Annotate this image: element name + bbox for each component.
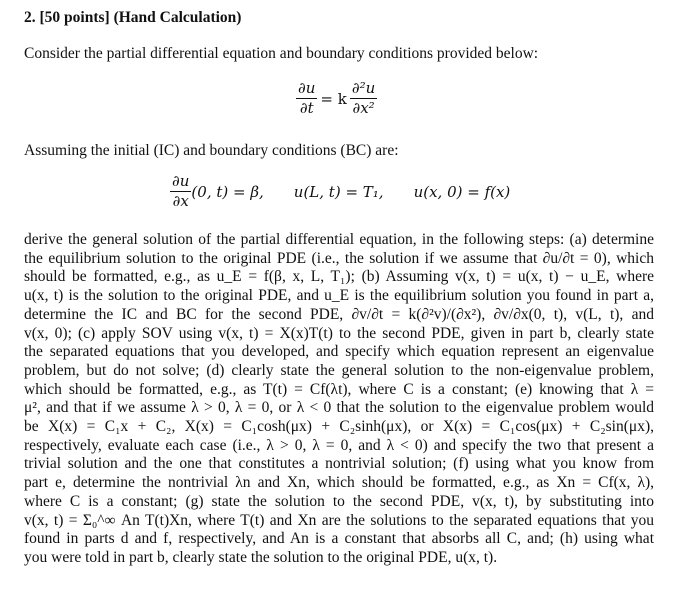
paragraph-line: u(x, t) is the solution to the original PDE, and u_E is the equilibrium solution you found in part a,	[24, 287, 654, 305]
paragraph-line: v(x, t) = Σ₀^∞ An T(t)Xn, where T(t) and Xn are the solutions to the separated equations that you	[24, 511, 654, 529]
pde-rhs-denominator: ∂x²	[352, 99, 375, 118]
paragraph-line: you were told in part b, clearly state the solution to the original PDE, u(x, t).	[24, 548, 498, 566]
paragraph-line: problem, but do not solve; (d) clearly state the general solution to the non-eigenvalue problem,	[24, 361, 654, 379]
paragraph-line: the equilibrium solution to the original PDE (i.e., the solution if we assume that ∂u/∂t = 0), which	[24, 249, 654, 267]
paragraph-line: should be formatted, e.g., as u_E = f(β, x, L, T₁); (b) Assuming v(x, t) = u(x, t) − u_E, where	[24, 268, 654, 286]
conditions-intro: Assuming the initial (IC) and boundary conditions (BC) are:	[24, 142, 399, 159]
pde-rhs-numerator: ∂²u	[350, 80, 377, 99]
paragraph-line: which should be formatted, e.g., as T(t) = Cf(λt), where C is a constant; (e) knowing that λ =	[24, 380, 654, 398]
pde-lhs-fraction	[296, 80, 317, 118]
bc1-fraction	[170, 173, 191, 211]
paragraph-line: the separated equations that you developed, and specify which equation represent an eigenvalue	[24, 343, 654, 361]
paragraph-line: respectively, evaluate each case (i.e., λ > 0, λ = 0, and λ < 0) and specify the two that present a	[24, 436, 654, 454]
paragraph-line: be X(x) = C₁x + C₂, X(x) = C₁cosh(μx) + C₂sinh(μx), or X(x) = C₁cos(μx) + C₂sin(μx),	[24, 418, 654, 436]
paragraph-line: μ², and that if we assume λ > 0, λ = 0, or λ < 0 that the solution to the eigenvalue problem would	[24, 399, 654, 417]
paragraph-line: v(x, 0); (c) apply SOV using v(x, t) = X(x)T(t) to the second PDE, given in part b, clearly state	[24, 324, 654, 342]
initial-condition: u(x, 0) = f(x)	[413, 182, 511, 201]
paragraph-line: where C is a constant; (g) state the solution to the second PDE, v(x, t), by substituting into	[24, 492, 654, 510]
pde-lhs-numerator: ∂u	[296, 80, 317, 99]
bc1-denominator: ∂x	[172, 192, 189, 211]
pde-equals: = k	[320, 89, 347, 108]
pde-lhs-denominator: ∂t	[299, 99, 314, 118]
paragraph-line: part e, determine the nontrivial λn and Xn, which should be formatted, e.g., as Xn = Cf(x, λ),	[24, 474, 654, 492]
pde-equation	[296, 80, 377, 118]
paragraph-line: derive the general solution of the partial differential equation, in the following steps: (a) determine	[24, 231, 654, 248]
instructions-paragraph	[24, 231, 654, 568]
paragraph-line: determine the IC and BC for the second PDE, ∂v/∂t = k(∂²v)/(∂x²), ∂v/∂x(0, t), v(L, t), and	[24, 305, 654, 323]
bc1-rest: (0, t) = β,	[191, 182, 264, 201]
bc2-condition: u(L, t) = T₁,	[293, 182, 384, 201]
pde-rhs-fraction	[350, 80, 377, 118]
boundary-conditions	[170, 173, 510, 211]
paragraph-line: trivial solution and the one that constitutes a nontrivial solution; (f) using what you know from	[24, 455, 654, 473]
problem-heading: 2. [50 points] (Hand Calculation)	[24, 9, 242, 26]
intro-sentence: Consider the partial differential equation and boundary conditions provided below:	[24, 45, 539, 62]
bc1-numerator: ∂u	[170, 173, 191, 192]
paragraph-line: found in parts d and f, respectively, and An is a constant that absorbs all C, and; (h) using what	[24, 530, 654, 548]
